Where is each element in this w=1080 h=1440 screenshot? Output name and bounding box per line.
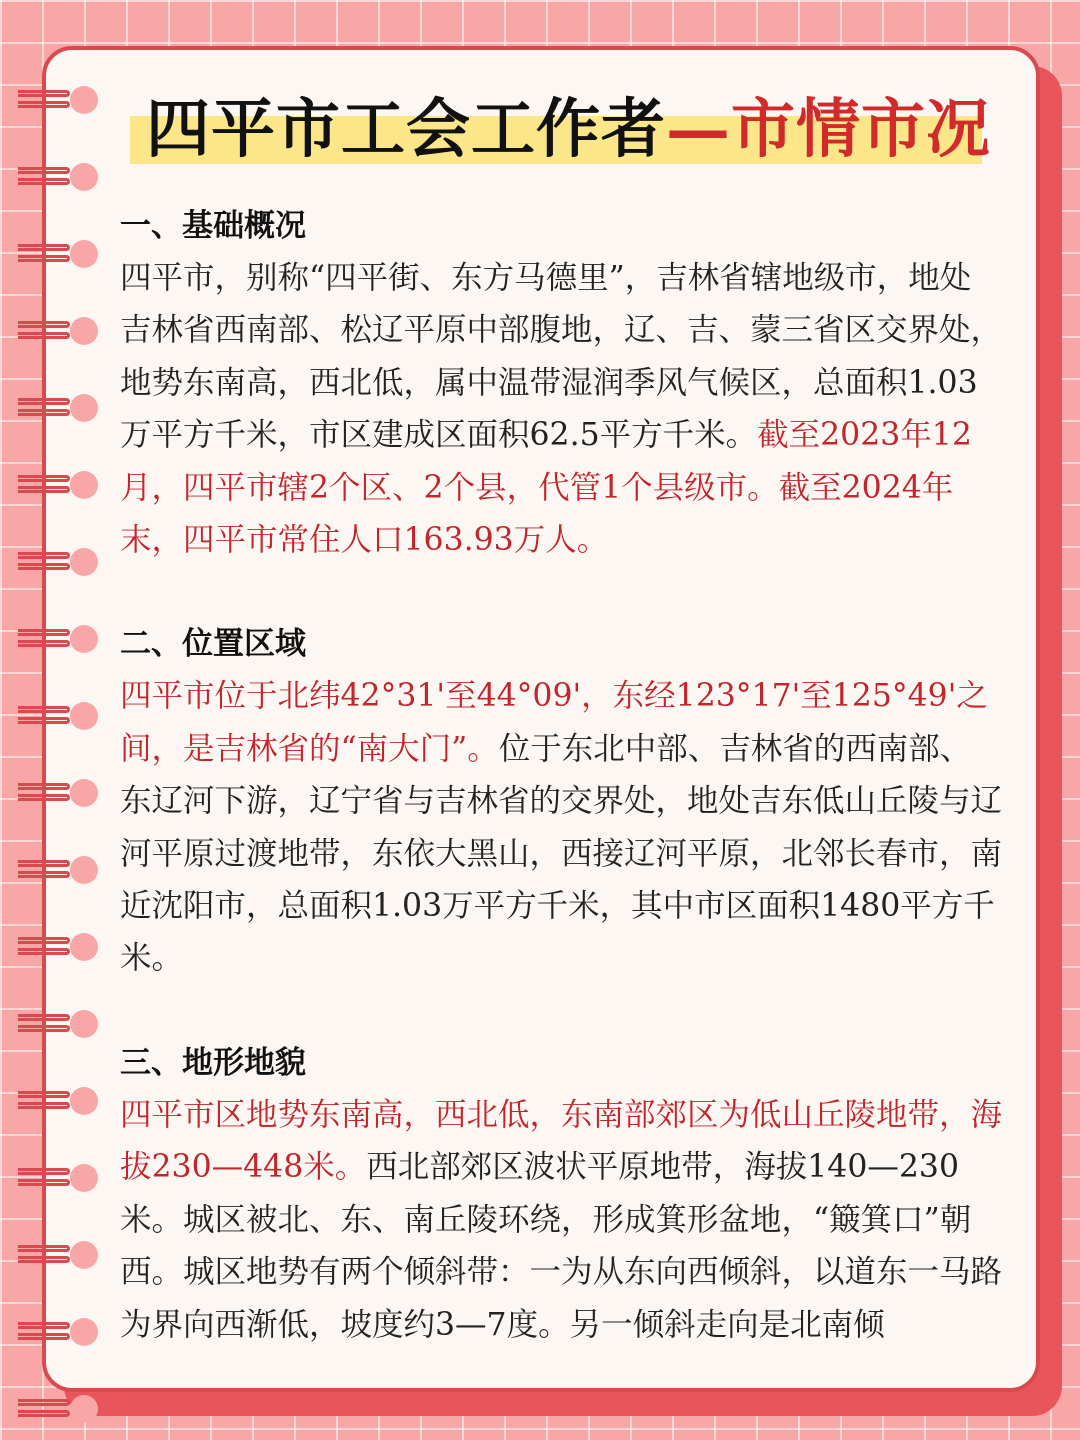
spiral-ring — [18, 1085, 96, 1117]
spiral-ring — [18, 1162, 96, 1194]
spiral-ring — [18, 854, 96, 886]
content-area — [120, 200, 1002, 1351]
section-heading: 二、位置区域 — [120, 626, 306, 663]
title-main: 四平市工会工作者 — [146, 92, 666, 167]
paragraph-text: 西北部郊区波状平原地带，海拔140—230米。城区被北、东、南丘陵环绕，形成箕形盆地，“簸箕口”朝西。城区地势有两个倾斜带：一为从东向西倾斜，以道东一马路为界向西渐低，坡度约3—7度。另一倾斜走向是北南倾 — [120, 1149, 1003, 1343]
spiral-ring — [18, 931, 96, 963]
spiral-ring — [18, 469, 96, 501]
section-paragraph — [120, 670, 1002, 984]
section-basic-overview — [120, 200, 1002, 566]
section-paragraph — [120, 1089, 1002, 1351]
title-accent: —市情市况 — [666, 92, 991, 167]
section-paragraph — [120, 252, 1002, 566]
spiral-ring — [18, 1008, 96, 1040]
spiral-ring — [18, 1316, 96, 1348]
spiral-ring — [18, 238, 96, 270]
spiral-ring — [18, 623, 96, 655]
section-terrain — [120, 1037, 1002, 1351]
spiral-ring — [18, 777, 96, 809]
highlight-text: 截至2023年12月，四平市辖2个区、2个县，代管1个县级市。截至2024年末，四平市常住人口163.93万人。 — [120, 417, 972, 559]
section-heading: 三、地形地貌 — [120, 1044, 306, 1081]
spiral-ring — [18, 700, 96, 732]
paragraph-text: 位于东北中部、吉林省的西南部、东辽河下游，辽宁省与吉林省的交界处，地处吉东低山丘陵与辽河平原过渡地带，东依大黑山，西接辽河平原，北邻长春市，南近沈阳市，总面积1.03万平方千米，其中市区面积1480平方千米。 — [120, 730, 1003, 977]
highlight-text: 四平市区地势东南高，西北低，东南部郊区为低山丘陵地带，海拔230—448米。 — [120, 1096, 1003, 1186]
spiral-ring — [18, 315, 96, 347]
highlight-text: 四平市位于北纬42°31'至44°09'，东经123°17'至125°49'之间，是吉林省的“南大门”。 — [120, 678, 988, 767]
spiral-ring — [18, 1393, 96, 1425]
paragraph-text: 四平市，别称“四平街、东方马德里”，吉林省辖地级市，地处吉林省西南部、松辽平原中部腹地，辽、吉、蒙三省区交界处，地势东南高，西北低，属中温带湿润季风气候区，总面积1.03万平方千米，市区建成区面积62.5平方千米。 — [120, 260, 1003, 454]
spiral-ring — [18, 1239, 96, 1271]
spiral-ring — [18, 546, 96, 578]
section-location — [120, 618, 1002, 984]
spiral-ring — [18, 84, 96, 116]
section-heading: 一、基础概况 — [120, 208, 306, 244]
spiral-ring — [18, 161, 96, 193]
page-title — [146, 92, 991, 168]
spiral-ring — [18, 392, 96, 424]
